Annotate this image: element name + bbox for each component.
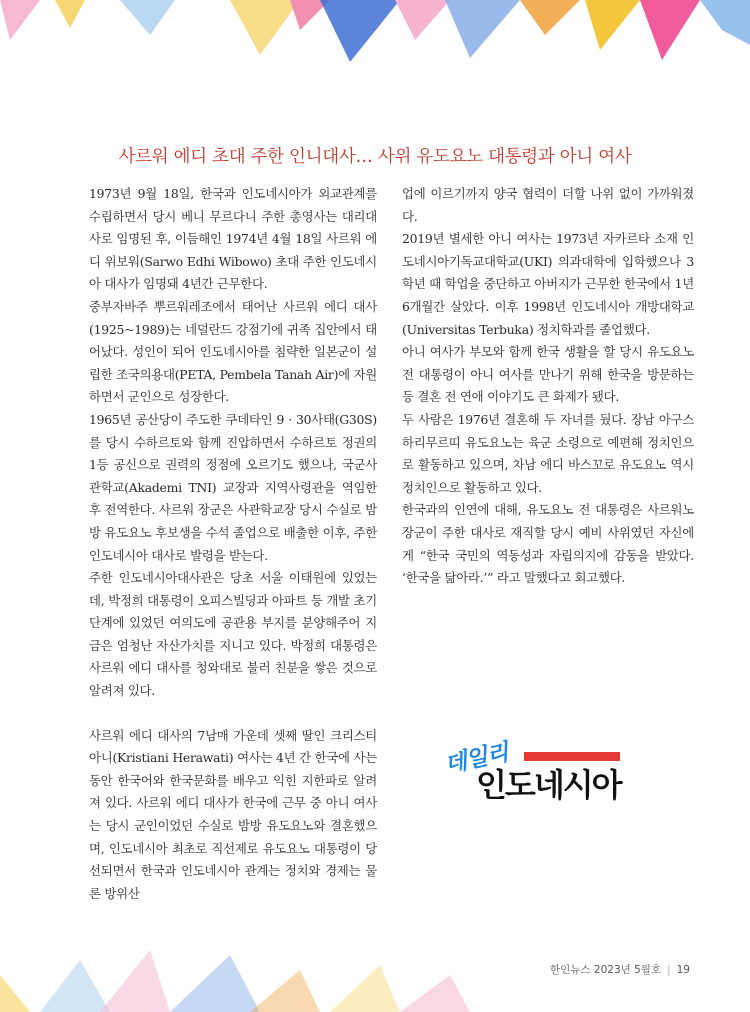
- paragraph: 한국과의 인연에 대해, 유도요노 전 대통령은 사르워노 장군이 주한 대사로 재직할 당시 예비 사위였던 자신에게 “한국 국민의 역동성과 자립의지에 감동을 받았다. ‘한국을 닮아라.’” 라고 말했다고 회고했다.: [402, 502, 694, 586]
- paragraph: 2019년 별세한 아니 여사는 1973년 자카르타 소재 인도네시아기독교대학교(UKI) 의과대학에 입학했으나 3학년 때 학업을 중단하고 아버지가 근무한 한국에서 1년6개월간 살았다. 이후 1998년 인도네시아 개방대학교(Universitas Terbuka) 정치학과를 졸업했다.: [402, 231, 694, 337]
- daily-indonesia-logo: [440, 740, 650, 810]
- logo-big-text: 인도네시아: [476, 766, 621, 804]
- article-title: 사르워 에디 초대 주한 인니대사… 사위 유도요노 대통령과 아니 여사: [118, 147, 632, 167]
- right-column: [402, 183, 694, 590]
- paragraph: 주한 인도네시아대사관은 당초 서울 이태원에 있었는데, 박정희 대통령이 오피스빌딩과 아파트 등 개발 초기 단계에 있었던 여의도에 공관용 부지를 분양해주어 지금은 엄청난 자산가치를 지니고 있다. 박정희 대통령은 사르워 에디 대사를 청와대로 불러 친분을 쌓은 것으로 알려져 있다.: [89, 570, 377, 699]
- page-footer: [550, 962, 690, 977]
- paragraph: 1973년 9월 18일, 한국과 인도네시아가 외교관계를 수립하면서 당시 베니 무르다니 주한 총영사는 대리대사로 임명된 후, 이듬해인 1974년 4월 18일 사르워 에디 위보워(Sarwo Edhi Wibowo) 초대 주한 인도네시아 대사가 임명돼 4년간 근무한다.: [89, 186, 377, 292]
- left-column: [89, 183, 377, 905]
- paragraph: 아니 여사가 부모와 함께 한국 생활을 할 당시 유도요노 전 대통령이 아니 여사를 만나기 위해 한국을 방문하는 등 결혼 전 연애 이야기도 큰 화제가 됐다.: [402, 344, 694, 405]
- publication-name: 한인뉴스 2023년 5월호: [550, 964, 662, 976]
- footer-separator: |: [667, 964, 671, 976]
- paragraph: 1965년 공산당이 주도한 쿠데타인 9 · 30사태(G30S)를 당시 수하르토와 함께 진압하면서 수하르토 정권의 1등 공신으로 권력의 정점에 오르기도 했으나, 국군사관학교(Akademi TNI) 교장과 지역사령관을 역임한 후 전역한다. 사르워 장군은 사관학교장 당시 수실로 밤방 유도요노 후보생을 수석 졸업으로 배출한 이후, 주한 인도네시아 대사로 발령을 받는다.: [89, 411, 377, 563]
- paragraph: 두 사람은 1976년 결혼해 두 자녀를 뒀다. 장남 아구스 하리무르띠 유도요노는 육군 소령으로 예편해 정치인으로 활동하고 있으며, 차남 에디 바스꼬로 유도요노 역시 정치인으로 활동하고 있다.: [402, 411, 694, 495]
- paragraph: 중부자바주 뿌르워레조에서 태어난 사르워 에디 대사(1925~1989)는 네덜란드 강점기에 귀족 집안에서 태어났다. 성인이 되어 인도네시아를 침략한 일본군이 설립한 조국의용대(PETA, Pembela Tanah Air)에 자원하면서 군인으로 성장한다.: [89, 298, 378, 405]
- paragraph: 업에 이르기까지 양국 협력이 더할 나위 없이 가까워졌다.: [402, 186, 694, 224]
- page-number: 19: [676, 964, 690, 976]
- top-decoration: [0, 0, 750, 70]
- logo-small-text: 데일리: [442, 739, 511, 779]
- paragraph: 사르워 에디 대사의 7남매 가운데 셋째 딸인 크리스티아니(Kristiani Herawati) 여사는 4년 간 한국에 사는 동안 한국어와 한국문화를 배우고 익힌 지한파로 알려져 있다. 사르워 에디 대사가 한국에 근무 중 아니 여사는 당시 군인이었던 수실로 밤방 유도요노와 결혼했으며, 인도네시아 최초로 직선제로 유도요노 대통령이 당선되면서 한국과 인도네시아 관계는 정치와 경제는 물론 방위산: [89, 727, 377, 901]
